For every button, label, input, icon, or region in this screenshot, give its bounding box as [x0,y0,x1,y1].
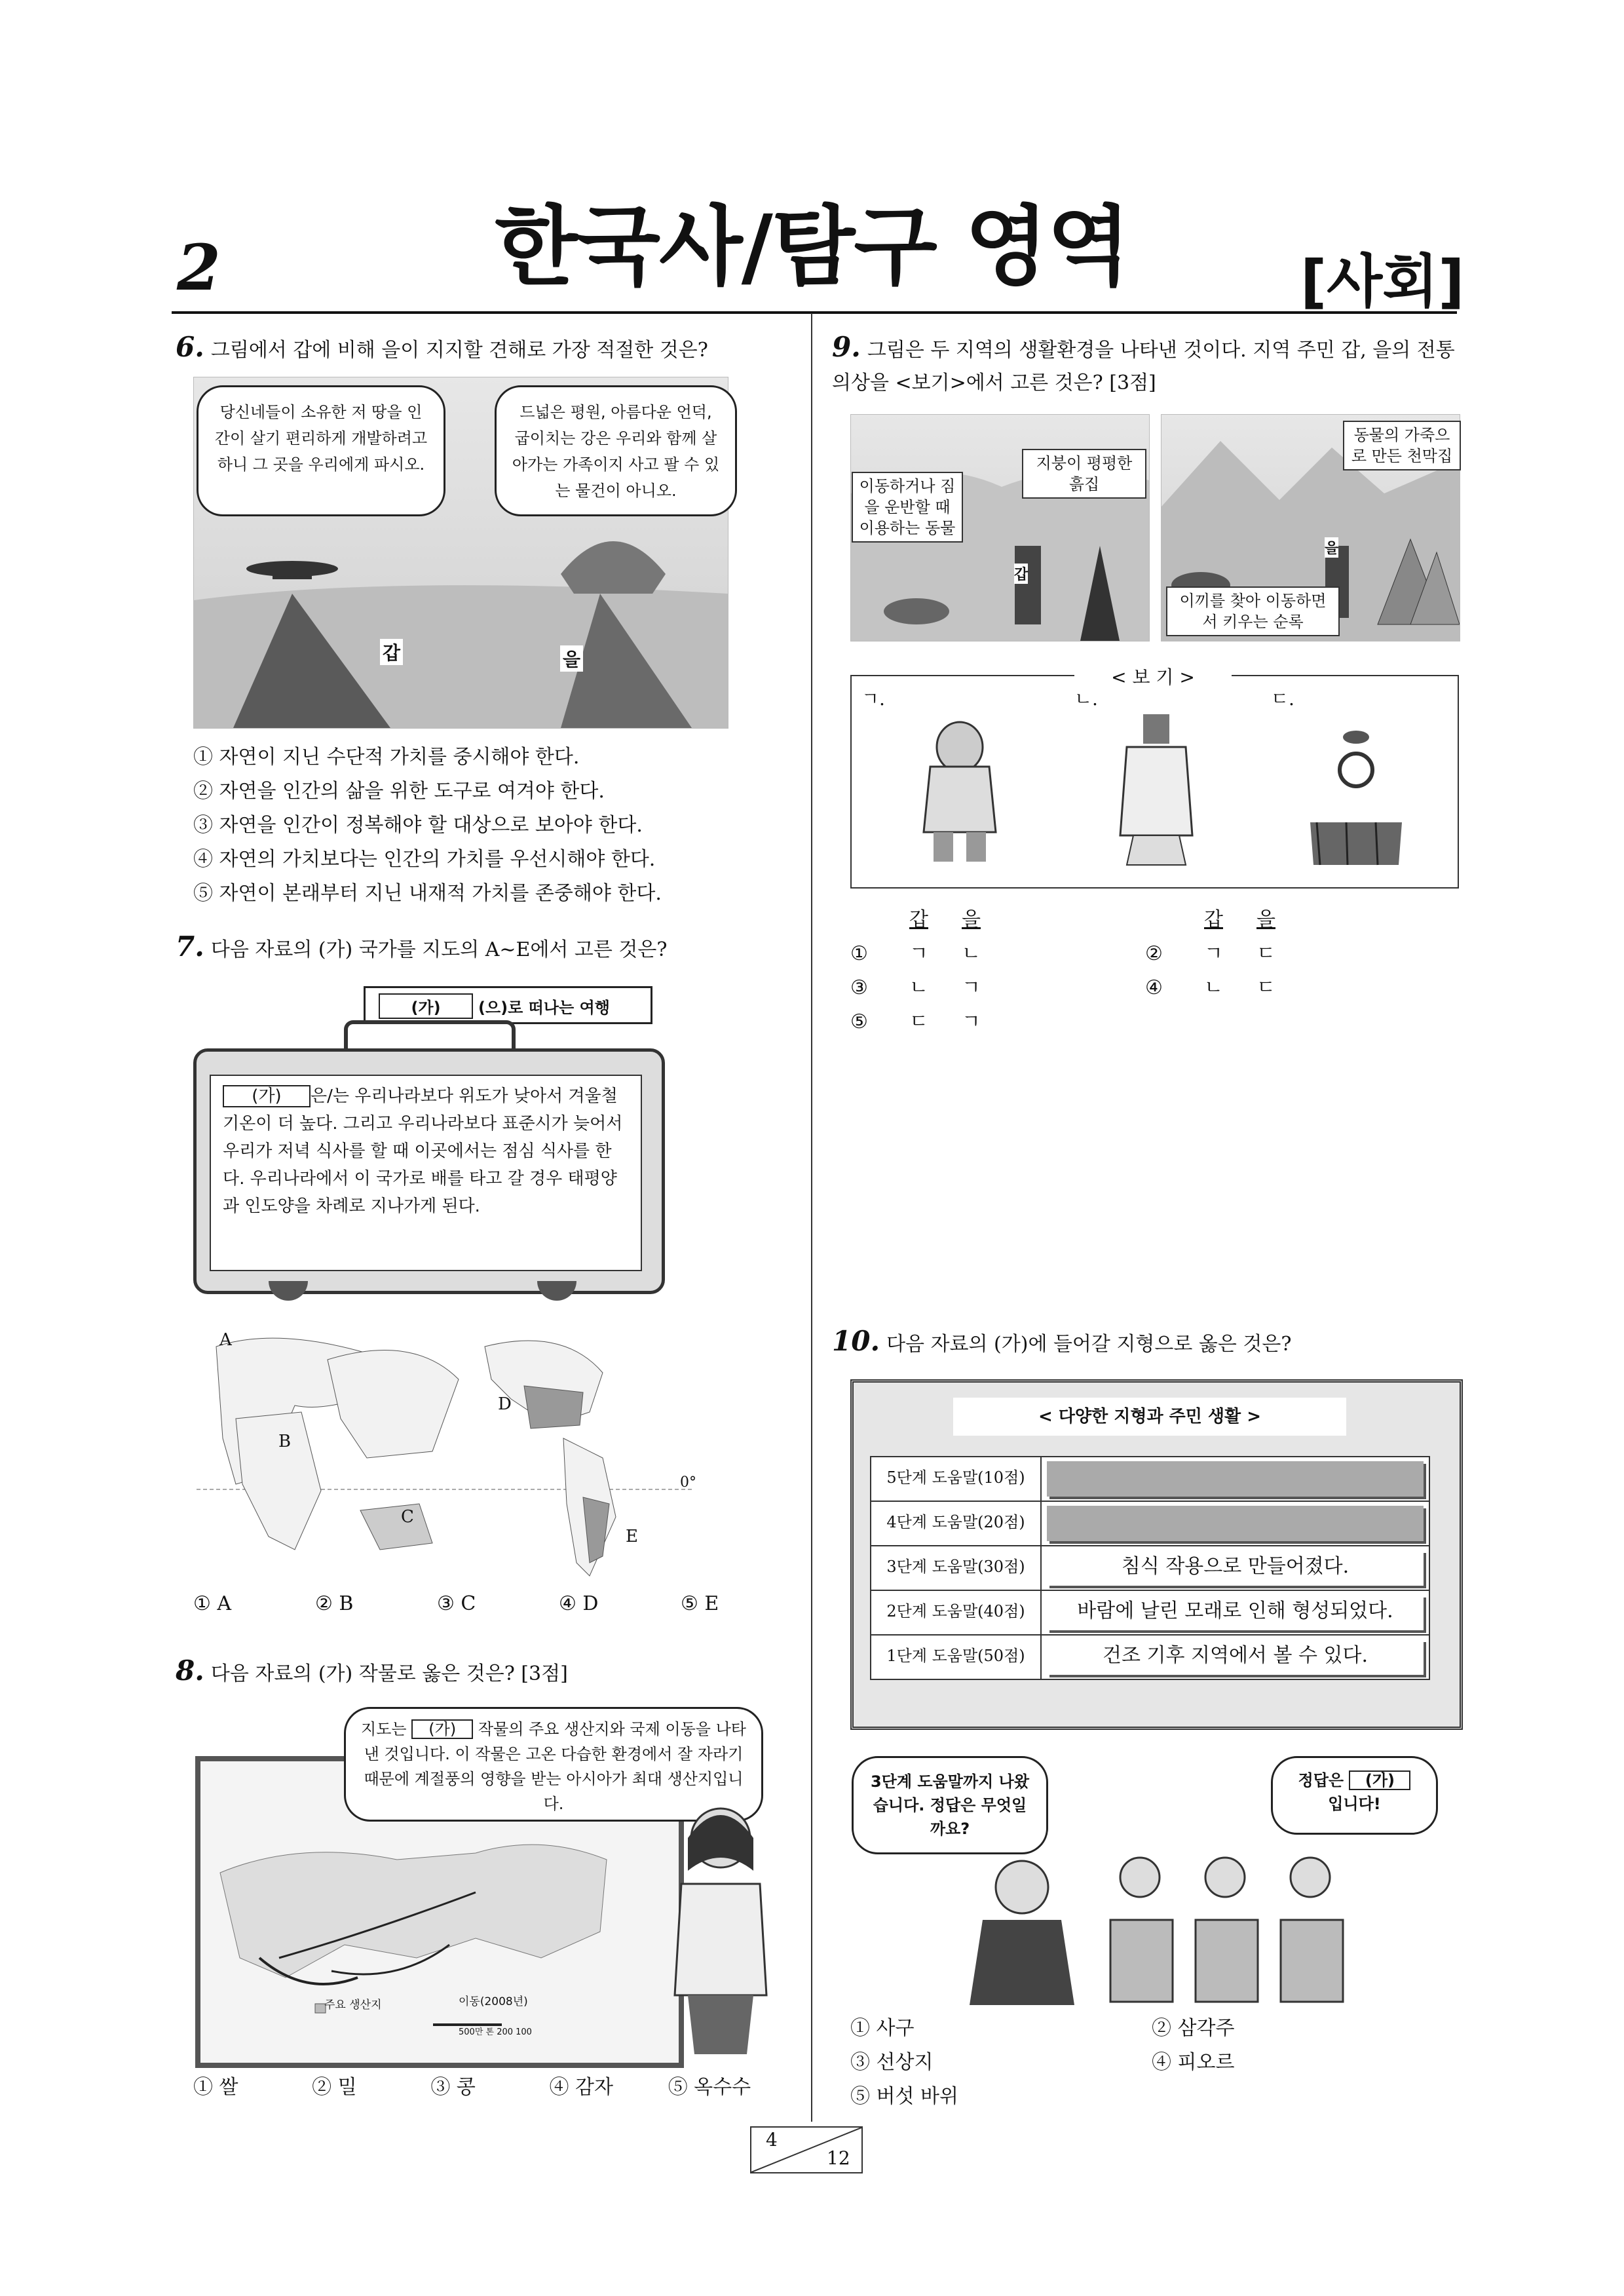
bubble-blank: (가) [1349,1770,1410,1790]
world-map [197,1320,694,1582]
page-number: 2 [177,231,221,305]
option-5[interactable]: ⑤ 옥수수 [668,2076,751,2099]
option-4-number[interactable]: ④ [1145,976,1163,999]
hint-level: 3단계 도움말(30점) [871,1546,1042,1590]
sign-blank: (가) [379,993,473,1019]
hint-level: 1단계 도움말(50점) [871,1636,1042,1679]
bubble-blank: (가) [411,1719,473,1739]
q10-options [850,2012,1453,2114]
suitcase-wheel [537,1281,576,1301]
suitcase-wheel [269,1281,308,1301]
legend-scale: 500만 톤 200 100 [459,2027,532,2037]
map-label-a: A [219,1330,232,1350]
option-2[interactable]: ② 자연을 인간의 삶을 위한 도구로 여겨야 한다. [193,780,605,803]
label-reindeer: 이끼를 찾아 이동하면서 키우는 순록 [1166,586,1340,636]
bogi-item-1: ㄱ. [861,688,885,710]
question-9 [832,331,1461,400]
col-head-gap: 갑 [1204,908,1223,931]
question-8 [176,1655,798,1691]
hint-text [1047,1506,1424,1541]
bubble-end: 입니다! [1328,1795,1381,1813]
page-counter [750,2126,863,2173]
option-5-eul: ㄱ [962,1010,981,1033]
bogi-item-2: ㄴ. [1074,688,1098,710]
question-number: 10. [832,1325,880,1357]
question-10 [832,1325,1461,1361]
option-4-gap: ㄴ [1204,976,1223,999]
person-eul: 을 [1325,537,1338,558]
hint-row [870,1502,1430,1546]
host-speech-bubble: 3단계 도움말까지 나왔습니다. 정답은 무엇일까요? [852,1756,1048,1854]
map-label-b: B [278,1432,292,1451]
q9-options [850,903,1453,1039]
q7-passage [210,1075,642,1271]
option-4[interactable]: ④ 자연의 가치보다는 인간의 가치를 우선시해야 한다. [193,848,656,871]
teacher-svg [662,1799,780,2061]
question-6 [176,331,798,367]
option-5-number[interactable]: ⑤ [850,1010,868,1033]
equator-label: 0° [680,1474,696,1491]
option-3[interactable]: ③ C [437,1592,476,1615]
person-gap: 갑 [1014,564,1028,584]
option-1-gap: ㄱ [909,942,928,965]
header-rule [172,311,1457,314]
world-map-svg [197,1320,694,1582]
quiz-show-illustration [943,1841,1467,2005]
option-1[interactable]: ① A [193,1592,232,1615]
bubble-lead: 정답은 [1298,1771,1344,1789]
contestant-speech-bubble [1271,1756,1438,1835]
question-text: 그림은 두 지역의 생활환경을 나타낸 것이다. 지역 주민 갑, 을의 전통 의상을 <보기>에서 고른 것은? [3점] [832,339,1455,394]
question-text: 다음 자료의 (가)에 들어갈 지형으로 옳은 것은? [886,1333,1292,1356]
passage-text: 은/는 우리나라보다 위도가 낮아서 겨울철 기온이 더 높다. 그리고 우리나라보다 표준시가 늦어서 우리가 저녁 식사를 할 때 이곳에서는 점심 식사를 한다. 우리나라에서 이 국가로 배를 타고 갈 경우 태평양과 인도양을 차례로 지나가게 된다. [223,1086,623,1216]
hint-row [870,1546,1430,1591]
hint-level: 2단계 도움말(40점) [871,1591,1042,1634]
option-1-eul: ㄴ [962,942,981,965]
option-5[interactable]: ⑤ 버섯 바위 [850,2085,958,2108]
option-5[interactable]: ⑤ E [681,1592,719,1615]
option-4[interactable]: ④ 피오르 [1152,2051,1235,2074]
label-tent: 동물의 가죽으로 만든 천막집 [1343,421,1461,470]
question-number: 9. [832,331,861,363]
map-label-c: C [401,1507,414,1527]
option-2-eul: ㄷ [1256,942,1275,965]
hint-text: 건조 기후 지역에서 볼 수 있다. [1047,1639,1424,1675]
question-number: 7. [176,930,204,963]
subject-label: [사회] [1300,248,1465,315]
option-4[interactable]: ④ 감자 [549,2076,614,2099]
hint-board-title: < 다양한 지형과 주민 생활 > [953,1398,1346,1436]
option-3[interactable]: ③ 선상지 [850,2051,934,2074]
option-1[interactable]: ① 쌀 [193,2076,238,2099]
parka-costume [917,721,1002,865]
question-text: 다음 자료의 (가) 작물로 옳은 것은? [3점] [210,1662,568,1685]
option-2-gap: ㄱ [1204,942,1223,965]
option-2-number[interactable]: ② [1145,942,1163,965]
hint-table [870,1456,1430,1680]
col-head-eul: 을 [962,908,981,931]
option-3-gap: ㄴ [909,976,928,999]
leaf-costume [1300,718,1412,868]
option-3-eul: ㄱ [962,976,981,999]
exam-title: 한국사/탐구 영역 [495,197,1129,297]
question-number: 6. [176,331,204,363]
travel-sign [364,986,652,1024]
teacher-figure [662,1799,780,2061]
col-head-gap: 갑 [909,908,928,931]
map-label-d: D [498,1394,512,1414]
label-gap: 갑 [380,639,403,665]
question-text: 다음 자료의 (가) 국가를 지도의 A∼E에서 고른 것은? [210,938,668,961]
q7-options [193,1587,783,1621]
sign-text: (으)로 떠나는 여행 [478,999,610,1017]
legend-area: 주요 생산지 [324,1999,382,2012]
label-mud-house: 지붕이 평평한 흙집 [1022,449,1146,499]
question-number: 8. [176,1655,204,1687]
q6-speech-bubble-left: 당신네들이 소유한 저 땅을 인간이 살기 편리하게 개발하려고 하니 그 곳을 우리에게 파시오. [197,385,445,516]
hint-text [1047,1461,1424,1497]
question-text: 그림에서 갑에 비해 을이 지지할 견해로 가장 적절한 것은? [210,339,708,362]
option-5[interactable]: ⑤ 자연이 본래부터 지닌 내재적 가치를 존중해야 한다. [193,882,662,905]
legend-move: 이동(2008년) [459,1995,528,2008]
option-3-number[interactable]: ③ [850,976,868,999]
option-2[interactable]: ② 밀 [312,2076,357,2099]
hint-level: 5단계 도움말(10점) [871,1457,1042,1501]
q6-speech-bubble-right: 드넓은 평원, 아름다운 언덕, 굽이치는 강은 우리와 함께 살아가는 가족이지 사고 팔 수 있는 물건이 아니오. [495,385,737,516]
option-3[interactable]: ③ 콩 [430,2076,476,2099]
option-1[interactable]: ① 자연이 지닌 수단적 가치를 중시해야 한다. [193,746,580,769]
current-page: 4 [766,2129,778,2151]
q8-options [193,2071,783,2105]
total-pages: 12 [827,2147,850,2169]
option-4[interactable]: ④ D [559,1592,599,1615]
bubble-text: 작물의 주요 생산지와 국제 이동을 나타낸 것입니다. 이 작물은 고온 다습한 환경에서 잘 자라기 때문에 계절풍의 영향을 받는 아시아가 최대 생산지입니다. [364,1720,746,1813]
hint-text: 바람에 날린 모래로 인해 형성되었다. [1047,1595,1424,1630]
option-3[interactable]: ③ 자연을 인간이 정복해야 할 대상으로 보아야 한다. [193,814,643,837]
hint-row [870,1591,1430,1636]
bogi-title: < 보 기 > [1074,663,1232,689]
label-camel: 이동하거나 짐을 운반할 때 이용하는 동물 [852,472,963,543]
hint-row [870,1636,1430,1680]
map-label-e: E [626,1527,638,1546]
option-2[interactable]: ② 삼각주 [1152,2017,1235,2040]
option-5-gap: ㄷ [909,1010,928,1033]
option-2[interactable]: ② B [315,1592,354,1615]
q6-options [193,740,783,911]
robe-costume [1114,711,1199,868]
hint-level: 4단계 도움말(20점) [871,1502,1042,1545]
bogi-item-3: ㄷ. [1271,688,1294,710]
option-4-eul: ㄷ [1256,976,1275,999]
option-1-number[interactable]: ① [850,942,868,965]
passage-blank: (가) [223,1085,311,1107]
hint-row [870,1456,1430,1502]
option-1[interactable]: ① 사구 [850,2017,915,2040]
col-head-eul: 을 [1256,908,1275,931]
bubble-lead: 지도는 [361,1720,407,1738]
label-eul: 을 [560,645,583,672]
hint-text: 침식 작용으로 만들어졌다. [1047,1550,1424,1586]
question-7 [176,930,798,966]
column-divider [811,313,812,2122]
